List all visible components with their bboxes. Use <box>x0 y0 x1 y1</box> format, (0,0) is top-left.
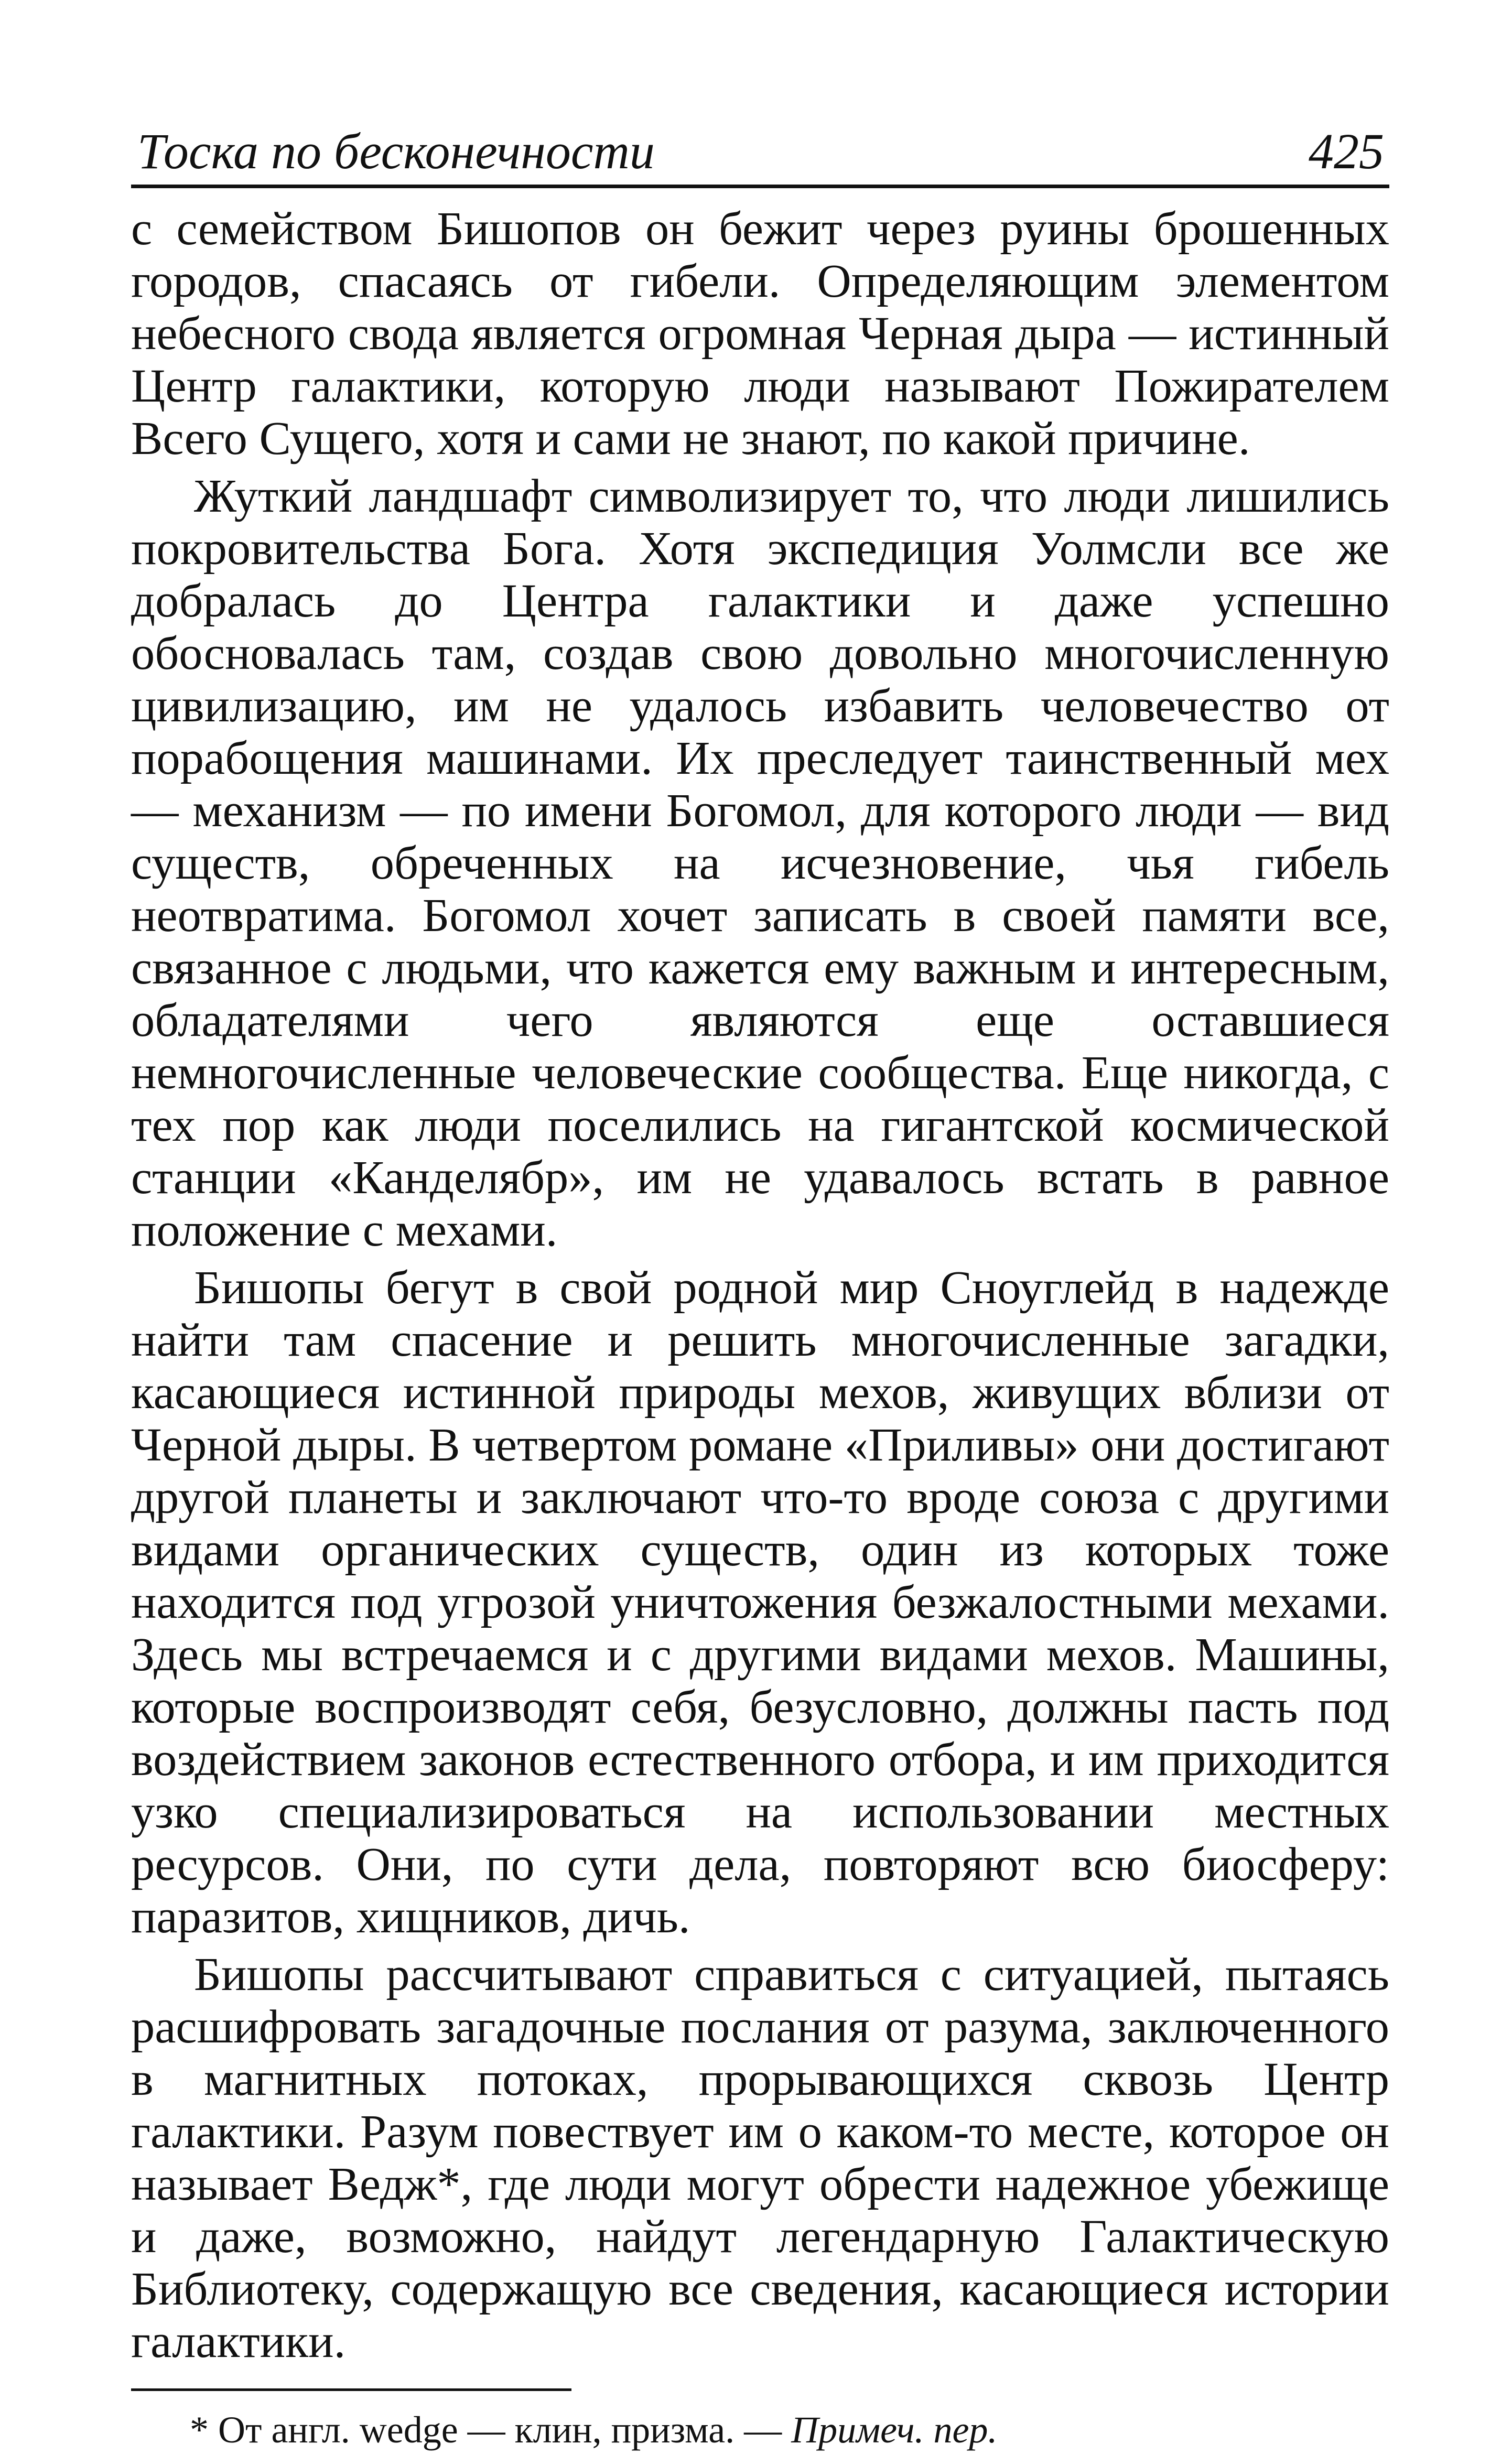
running-header <box>131 110 1389 189</box>
body-text <box>131 202 1389 2367</box>
footnote-rule <box>131 2388 571 2391</box>
paragraph: Бишопы рассчитывают справиться с ситуацией, пытаясь расшифровать загадочные послания от разума, заключенного в магнитных потоках, прорывающихся сквозь Центр галактики. Разум повествует им о каком-то месте, которое он называет Ведж*, где люди могут обрести надежное убежище и даже, возможно, найдут легендарную Галактическую Библиотеку, содержащую все сведения, касающиеся истории галактики. <box>131 1948 1389 2367</box>
running-title: Тоска по бесконечности <box>137 123 655 179</box>
footnote <box>131 2405 1389 2455</box>
footnote-text: * От англ. wedge — клин, призма. — <box>190 2409 782 2451</box>
book-page <box>131 110 1389 2455</box>
header-rule <box>131 185 1389 188</box>
paragraph: Бишопы бегут в свой родной мир Сноуглейд в надежде найти там спасение и решить многочисленные загадки, касающиеся истинной природы мехов, живущих вблизи от Черной дыры. В четвертом романе «Приливы» они достигают другой планеты и заключают что-то вроде союза с другими видами органических существ, один из которых тоже находится под угрозой уничтожения безжалостными мехами. Здесь мы встречаемся и с другими видами мехов. Машины, которые воспроизводят себя, безусловно, должны пасть под воздействием законов естественного отбора, и им приходится узко специализироваться на использовании местных ресурсов. Они, по сути дела, повторяют всю биосферу: паразитов, хищников, дичь. <box>131 1261 1389 1943</box>
paragraph-continued: с семейством Бишопов он бежит через руины брошенных городов, спасаясь от гибели. Определяющим элементом небесного свода является огромная Черная дыра — истинный Центр галактики, которую люди называют Пожирателем Всего Сущего, хотя и сами не знают, по какой причине. <box>131 202 1389 464</box>
footnote-translator-note: Примеч. пер. <box>791 2409 998 2451</box>
page-number: 425 <box>1309 123 1384 179</box>
paragraph: Жуткий ландшафт символизирует то, что люди лишились покровительства Бога. Хотя экспедиция Уолмсли все же добралась до Центра галактики и даже успешно обосновалась там, создав свою довольно многочисленную цивилизацию, им не удалось избавить человечество от порабощения машинами. Их преследует таинственный мех — механизм — по имени Богомол, для которого люди — вид существ, обреченных на исчезновение, чья гибель неотвратима. Богомол хочет записать в своей памяти все, связанное с людьми, что кажется ему важным и интересным, обладателями чего являются еще оставшиеся немногочисленные человеческие сообщества. Еще никогда, с тех пор как люди поселились на гигантской космической станции «Канделябр», им не удавалось встать в равное положение с мехами. <box>131 469 1389 1256</box>
